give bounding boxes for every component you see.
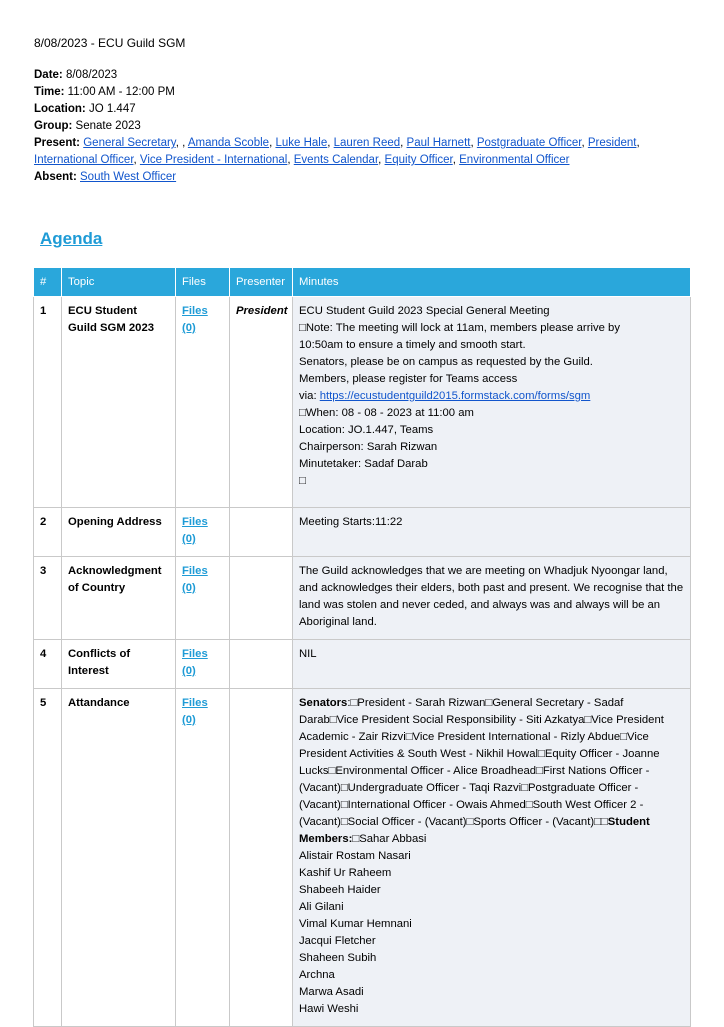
row-number: 2 <box>34 508 62 557</box>
table-row <box>34 508 691 557</box>
present-link[interactable]: General Secretary <box>83 137 176 149</box>
sgm-form-link[interactable]: https://ecustudentguild2015.formstack.com/forms/sgm <box>319 390 591 402</box>
present-link[interactable]: Postgraduate Officer <box>476 137 582 149</box>
present-link[interactable]: Paul Harnett <box>406 137 471 149</box>
row-topic: Attandance <box>62 689 176 1027</box>
agenda-table <box>33 267 691 1027</box>
table-row <box>34 689 691 1027</box>
present-link[interactable]: Amanda Scoble <box>187 137 270 149</box>
present-link[interactable]: President <box>587 137 637 149</box>
meeting-meta <box>34 67 684 186</box>
row-presenter: President <box>230 297 293 508</box>
row-topic: Opening Address <box>62 508 176 557</box>
agenda-header-row <box>34 268 691 297</box>
row-files <box>176 508 230 557</box>
row-presenter <box>230 508 293 557</box>
row-files <box>176 297 230 508</box>
files-link[interactable]: Files (0) <box>182 305 208 334</box>
row-number: 3 <box>34 557 62 640</box>
present-link[interactable]: Vice President - International <box>139 154 288 166</box>
row-minutes: NIL <box>293 640 691 689</box>
row-minutes: ECU Student Guild 2023 Special General Meeting □Note: The meeting will lock at 11am, members please arrive by 10:50am to ensure a timely and smooth start. Senators, please be on campus as requested by the Guild. Members, please register for Teams access via: https://ecustudentguild2015.formstack.com/forms/sgm □When: 08 - 08 - 2023 at 11:00 am Location: JO.1.447, Teams Chairperson: Sarah Rizwan Minutetaker: Sadaf Darab □ <box>293 297 691 508</box>
row-topic: Conflicts of Interest <box>62 640 176 689</box>
senators-list: :□President - Sarah Rizwan□General Secretary - Sadaf Darab□Vice President Social Responsibility - Siti Azkatya□Vice President Academic - Zair Rizvi□Vice President International - Rizly Abdue□Vice President Activities & South West - Nikhil Howal□Equity Officer - Joanne Lucks□Environmental Officer - Alice Broadhead□First Nations Officer - (Vacant)□Undergraduate Officer - Taqi Razvi□Postgraduate Officer - (Vacant)□International Officer - Owais Ahmed□South West Officer 2 - (Vacant)□Social Officer - (Vacant)□Sports Officer - (Vacant)□□ <box>299 697 664 828</box>
student-members-label: Student Members: <box>299 816 650 845</box>
row-topic: Acknowledgment of Country <box>62 557 176 640</box>
col-header-presenter: Presenter <box>230 268 293 297</box>
row-minutes: Meeting Starts:11:22 <box>293 508 691 557</box>
present-link[interactable]: Environmental Officer <box>459 154 570 166</box>
table-row <box>34 297 691 508</box>
col-header-topic: Topic <box>62 268 176 297</box>
row-minutes: The Guild acknowledges that we are meeting on Whadjuk Nyoongar land, and acknowledges their elders, both past and present. We recognise that the land was stolen and never ceded, and always was and always will be an Aboriginal land. <box>293 557 691 640</box>
present-link[interactable]: International Officer <box>34 154 134 166</box>
document-title: 8/08/2023 - ECU Guild SGM <box>34 36 186 50</box>
table-row <box>34 640 691 689</box>
absent-link[interactable]: South West Officer <box>80 171 177 183</box>
row-number: 4 <box>34 640 62 689</box>
meta-group: Group: Senate 2023 <box>34 120 141 132</box>
row-presenter <box>230 557 293 640</box>
meta-absent: Absent: South West Officer <box>34 171 177 183</box>
row-number: 5 <box>34 689 62 1027</box>
present-link[interactable]: Events Calendar <box>293 154 379 166</box>
row-presenter <box>230 640 293 689</box>
files-link[interactable]: Files (0) <box>182 697 208 726</box>
meta-date: Date: 8/08/2023 <box>34 69 118 81</box>
row-minutes: Senators:□President - Sarah Rizwan□General Secretary - Sadaf Darab□Vice President Social Responsibility - Siti Azkatya□Vice President Academic - Zair Rizvi□Vice President International - Rizly Abdue□Vice President Activities & South West - Nikhil Howal□Equity Officer - Joanne Lucks□Environmental Officer - Alice Broadhead□First Nations Officer - (Vacant)□Undergraduate Officer - Taqi Razvi□Postgraduate Officer - (Vacant)□International Officer - Owais Ahmed□South West Officer 2 - (Vacant)□Social Officer - (Vacant)□Sports Officer - (Vacant)□□Student Members:□Sahar Abbasi Alistair Rostam Nasari Kashif Ur Raheem Shabeeh Haider Ali Gilani Vimal Kumar Hemnani Jacqui Fletcher Shaheen Subih Archna Marwa Asadi Hawi Weshi <box>293 689 691 1027</box>
row-files <box>176 689 230 1027</box>
files-link[interactable]: Files (0) <box>182 516 208 545</box>
col-header-files: Files <box>176 268 230 297</box>
senators-label: Senators <box>299 697 348 709</box>
files-link[interactable]: Files (0) <box>182 565 208 594</box>
col-header-minutes: Minutes <box>293 268 691 297</box>
row-number: 1 <box>34 297 62 508</box>
present-link[interactable]: Luke Hale <box>275 137 328 149</box>
col-header-num: # <box>34 268 62 297</box>
present-link[interactable]: Equity Officer <box>384 154 453 166</box>
meta-present: Present: General Secretary, , Amanda Scoble, Luke Hale, Lauren Reed, Paul Harnett, Postgraduate Officer, President, International Officer, Vice President - International, Events Calendar, Equity Officer, Environmental Officer <box>34 137 640 166</box>
meta-time: Time: 11:00 AM - 12:00 PM <box>34 86 175 98</box>
row-files <box>176 640 230 689</box>
table-row <box>34 557 691 640</box>
row-topic: ECU Student Guild SGM 2023 <box>62 297 176 508</box>
files-link[interactable]: Files (0) <box>182 648 208 677</box>
present-link[interactable]: Lauren Reed <box>333 137 401 149</box>
agenda-heading[interactable]: Agenda <box>40 229 103 248</box>
meta-location: Location: JO 1.447 <box>34 103 136 115</box>
present-list: General Secretary, , Amanda Scoble, Luke Hale, Lauren Reed, Paul Harnett, Postgraduate Officer, President, International Officer, Vice President - International, Events Calendar, Equity Officer, Environmental Officer <box>34 137 640 166</box>
row-files <box>176 557 230 640</box>
row-presenter <box>230 689 293 1027</box>
